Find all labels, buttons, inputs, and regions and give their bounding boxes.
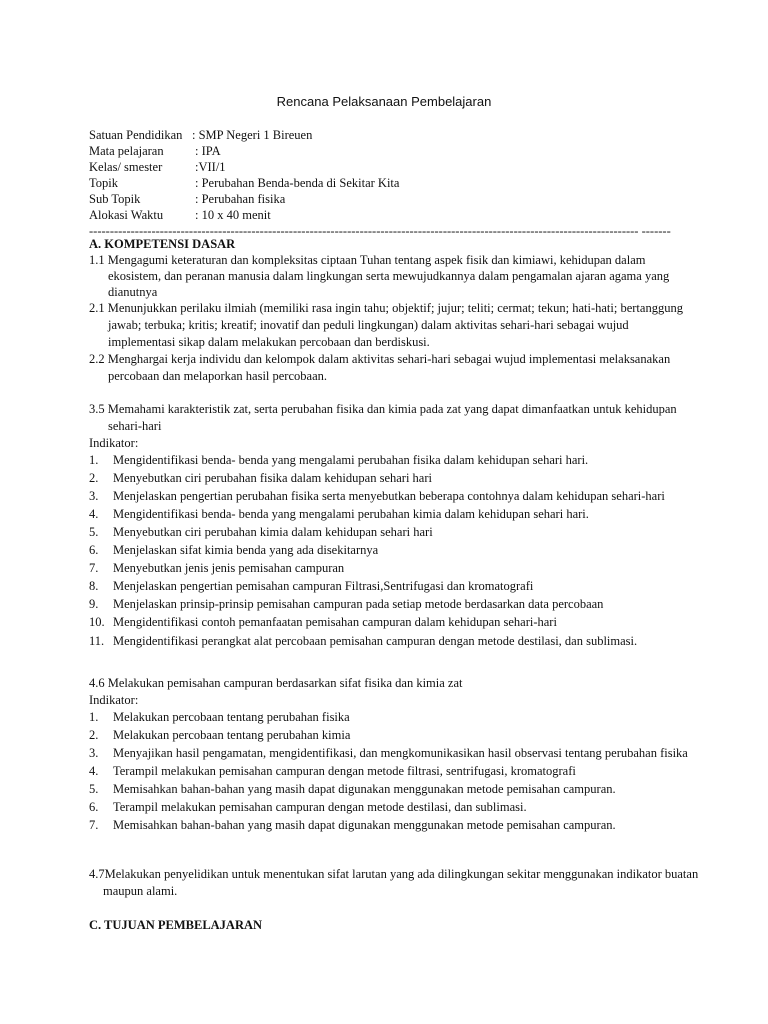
item-text: Menyebutkan jenis jenis pemisahan campuran bbox=[113, 561, 345, 575]
item-number: 1. bbox=[89, 710, 99, 724]
list-item bbox=[89, 470, 699, 487]
item-text: Menjelaskan pengertian perubahan fisika serta menyebutkan beberapa contohnya dalam kehidupan sehari-hari bbox=[113, 489, 665, 503]
item-text: Menjelaskan sifat kimia benda yang ada disekitarnya bbox=[113, 543, 379, 557]
section-a bbox=[89, 236, 699, 385]
meta-label: Satuan Pendidikan bbox=[89, 128, 183, 142]
list-item bbox=[89, 452, 699, 469]
meta-label: Topik bbox=[89, 176, 118, 190]
list-item bbox=[89, 709, 699, 726]
list-item bbox=[89, 781, 699, 798]
kd-heading: 3.5 Memahami karakteristik zat, serta perubahan fisika dan kimia pada zat yang dapat dimanfaatkan untuk kehidupan sehari-hari bbox=[89, 402, 677, 433]
list-item bbox=[89, 633, 699, 650]
kd-4-7 bbox=[89, 866, 699, 900]
list-item bbox=[89, 488, 699, 505]
list-item bbox=[89, 596, 699, 613]
meta-value: : IPA bbox=[195, 144, 221, 158]
item-text: Terampil melakukan pemisahan campuran dengan metode filtrasi, sentrifugasi, kromatografi bbox=[113, 764, 576, 778]
section-c-heading: C. TUJUAN PEMBELAJARAN bbox=[89, 918, 263, 932]
item-text: Melakukan percobaan tentang perubahan kimia bbox=[113, 728, 351, 742]
kd-item: 1.1 Mengagumi keteraturan dan kompleksitas ciptaan Tuhan tentang aspek fisik dan kimiawi, kehidupan dalam ekosistem, dan peranan manusia dalam lingkungan serta mewujudkannya dalam pengamalan ajaran agama yang dianutnya bbox=[89, 253, 670, 299]
item-number: 2. bbox=[89, 471, 99, 485]
list-item bbox=[89, 614, 699, 631]
kd-item: 2.1 Menunjukkan perilaku ilmiah (memiliki rasa ingin tahu; objektif; jujur; teliti; cermat; tekun; hati-hati; bertanggung jawab; terbuka; kritis; kreatif; inovatif dan peduli lingkungan) dalam aktivitas sehari-hari sebagai wujud implementasi sikap dalam melakukan percobaan dan berdiskusi. bbox=[89, 301, 683, 349]
indicator-list bbox=[89, 452, 699, 650]
meta-value: : Perubahan fisika bbox=[195, 192, 286, 206]
item-text: Menjelaskan prinsip-prinsip pemisahan campuran pada setiap metode berdasarkan data percobaan bbox=[113, 597, 604, 611]
item-number: 7. bbox=[89, 818, 99, 832]
meta-label: Kelas/ smester bbox=[89, 160, 163, 174]
list-item bbox=[89, 524, 699, 541]
item-text: Menyebutkan ciri perubahan kimia dalam kehidupan sehari hari bbox=[113, 525, 433, 539]
item-number: 10. bbox=[89, 615, 105, 629]
indicator-label: Indikator: bbox=[89, 693, 139, 707]
item-number: 4. bbox=[89, 507, 99, 521]
item-text: Mengidentifikasi contoh pemanfaatan pemisahan campuran dalam kehidupan sehari-hari bbox=[113, 615, 557, 629]
section-heading: A. KOMPETENSI DASAR bbox=[89, 237, 236, 251]
meta-value: :VII/1 bbox=[195, 160, 226, 174]
item-text: Menyebutkan ciri perubahan fisika dalam kehidupan sehari hari bbox=[113, 471, 432, 485]
list-item bbox=[89, 560, 699, 577]
item-number: 5. bbox=[89, 782, 99, 796]
item-number: 11. bbox=[89, 634, 105, 648]
item-number: 5. bbox=[89, 525, 99, 539]
indicator-label: Indikator: bbox=[89, 436, 139, 450]
item-number: 3. bbox=[89, 746, 99, 760]
item-number: 6. bbox=[89, 543, 99, 557]
list-item bbox=[89, 727, 699, 744]
meta-value: : Perubahan Benda-benda di Sekitar Kita bbox=[195, 176, 400, 190]
item-number: 9. bbox=[89, 597, 99, 611]
indicator-list bbox=[89, 709, 699, 834]
item-text: Melakukan percobaan tentang perubahan fisika bbox=[113, 710, 350, 724]
meta-value: : SMP Negeri 1 Bireuen bbox=[192, 128, 313, 142]
meta-label: Sub Topik bbox=[89, 192, 141, 206]
list-item bbox=[89, 763, 699, 780]
item-number: 6. bbox=[89, 800, 99, 814]
kd-heading: 4.7Melakukan penyelidikan untuk menentukan sifat larutan yang ada dilingkungan sekitar menggunakan indikator buatan maupun alami. bbox=[89, 867, 699, 898]
item-number: 3. bbox=[89, 489, 99, 503]
item-text: Memisahkan bahan-bahan yang masih dapat digunakan menggunakan metode pemisahan campuran. bbox=[113, 782, 616, 796]
kd-item: 2.2 Menghargai kerja individu dan kelompok dalam aktivitas sehari-hari sebagai wujud implementasi melaksanakan percobaan dan melaporkan hasil percobaan. bbox=[89, 352, 671, 383]
meta-label: Mata pelajaran bbox=[89, 144, 164, 158]
list-item bbox=[89, 817, 699, 834]
item-text: Mengidentifikasi benda- benda yang mengalami perubahan kimia dalam kehidupan sehari hari. bbox=[113, 507, 589, 521]
kd-4-6 bbox=[89, 675, 699, 835]
item-text: Menjelaskan pengertian pemisahan campuran Filtrasi,Sentrifugasi dan kromatografi bbox=[113, 579, 534, 593]
document-title: Rencana Pelaksanaan Pembelajaran bbox=[276, 94, 492, 109]
meta-label: Alokasi Waktu bbox=[89, 208, 164, 222]
meta-value: : 10 x 40 menit bbox=[195, 208, 271, 222]
item-text: Menyajikan hasil pengamatan, mengidentifikasi, dan mengkomunikasikan hasil observasi tentang perubahan fisika bbox=[113, 746, 688, 760]
kd-3-5 bbox=[89, 401, 699, 651]
separator-line: ------------------------------------------------------------------------------------------------------------------------------------ ------- bbox=[89, 224, 671, 238]
kd-heading: 4.6 Melakukan pemisahan campuran berdasarkan sifat fisika dan kimia zat bbox=[89, 676, 463, 690]
item-number: 1. bbox=[89, 453, 99, 467]
item-number: 7. bbox=[89, 561, 99, 575]
list-item bbox=[89, 578, 699, 595]
list-item bbox=[89, 745, 699, 762]
list-item bbox=[89, 542, 699, 559]
item-text: Memisahkan bahan-bahan yang masih dapat digunakan menggunakan metode pemisahan campuran. bbox=[113, 818, 616, 832]
item-text: Terampil melakukan pemisahan campuran dengan metode destilasi, dan sublimasi. bbox=[113, 800, 527, 814]
list-item bbox=[89, 799, 699, 816]
item-text: Mengidentifikasi perangkat alat percobaan pemisahan campuran dengan metode destilasi, dan sublimasi. bbox=[113, 634, 638, 648]
item-number: 8. bbox=[89, 579, 99, 593]
item-number: 4. bbox=[89, 764, 99, 778]
list-item bbox=[89, 506, 699, 523]
item-text: Mengidentifikasi benda- benda yang mengalami perubahan fisika dalam kehidupan sehari hari. bbox=[113, 453, 589, 467]
item-number: 2. bbox=[89, 728, 99, 742]
